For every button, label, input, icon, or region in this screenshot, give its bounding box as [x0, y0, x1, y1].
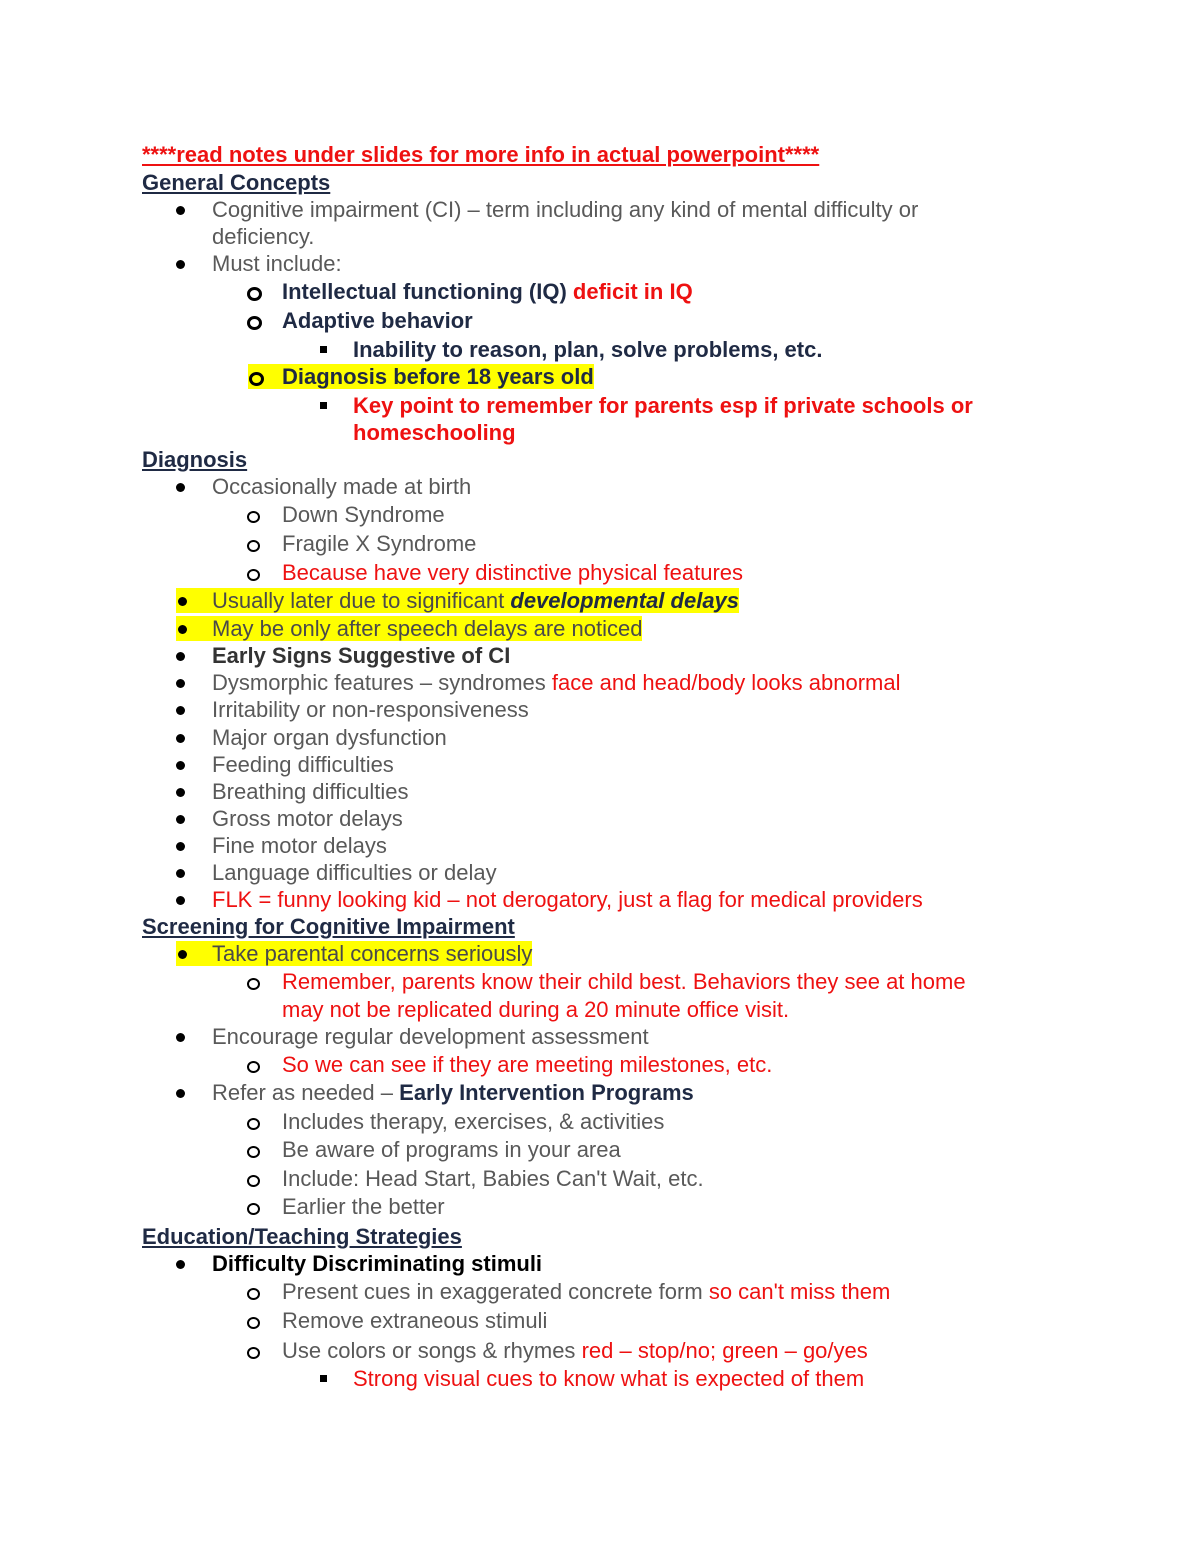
bullet-disc-icon — [176, 1089, 185, 1098]
bullet-circle-icon — [247, 1146, 260, 1158]
list-item: Earlier the better — [282, 1194, 445, 1220]
list-item: Because have very distinctive physical features — [282, 560, 743, 586]
list-item: Feeding difficulties — [212, 752, 394, 778]
list-item: Breathing difficulties — [212, 779, 409, 805]
list-item: Strong visual cues to know what is expected of them — [353, 1366, 864, 1392]
bullet-disc-icon — [176, 896, 185, 905]
list-item: Encourage regular development assessment — [212, 1024, 649, 1050]
list-item: Adaptive behavior — [282, 308, 473, 334]
list-item: Occasionally made at birth — [212, 474, 471, 500]
bullet-square-icon — [320, 1375, 327, 1382]
list-item: Key point to remember for parents esp if private schools or — [353, 393, 973, 419]
list-item: Down Syndrome — [282, 502, 445, 528]
bullet-circle-icon — [247, 540, 260, 552]
list-item: FLK = funny looking kid – not derogatory, just a flag for medical providers — [212, 887, 923, 913]
bullet-circle-icon — [247, 511, 260, 523]
list-item: So we can see if they are meeting milestones, etc. — [282, 1052, 772, 1078]
list-item-highlighted: Diagnosis before 18 years old — [248, 364, 594, 390]
list-item: Intellectual functioning (IQ) deficit in IQ — [282, 279, 693, 305]
bullet-circle-icon — [247, 1061, 260, 1073]
bullet-disc-icon — [176, 842, 185, 851]
list-item-highlighted: May be only after speech delays are noticed — [176, 616, 642, 642]
bullet-disc-icon — [178, 597, 187, 606]
list-item: Must include: — [212, 251, 342, 277]
list-item: Language difficulties or delay — [212, 860, 497, 886]
bullet-circle-icon — [247, 1288, 260, 1300]
list-item-continuation: may not be replicated during a 20 minute office visit. — [282, 997, 790, 1022]
bullet-disc-icon — [176, 1260, 185, 1269]
bullet-disc-icon — [176, 483, 185, 492]
list-item-continuation: homeschooling — [353, 420, 516, 445]
bullet-disc-icon — [176, 734, 185, 743]
list-item: Dysmorphic features – syndromes face and head/body looks abnormal — [212, 670, 901, 696]
list-item: Early Signs Suggestive of CI — [212, 643, 510, 669]
bullet-circle-icon — [247, 287, 262, 301]
bullet-disc-icon — [176, 869, 185, 878]
bullet-circle-icon — [247, 316, 262, 330]
header-note: ****read notes under slides for more info in actual powerpoint**** — [142, 142, 820, 167]
bullet-disc-icon — [178, 950, 187, 959]
bullet-disc-icon — [176, 1033, 185, 1042]
bullet-circle-icon — [247, 1203, 260, 1215]
bullet-disc-icon — [178, 625, 187, 634]
bullet-disc-icon — [176, 788, 185, 797]
list-item: Fine motor delays — [212, 833, 387, 859]
heading-general-concepts: General Concepts — [142, 170, 331, 195]
list-item: Fragile X Syndrome — [282, 531, 476, 557]
bullet-circle-icon — [247, 1118, 260, 1130]
bullet-disc-icon — [176, 652, 185, 661]
bullet-circle-icon — [247, 1347, 260, 1359]
list-item: Include: Head Start, Babies Can't Wait, etc. — [282, 1166, 704, 1192]
list-item: Refer as needed – Early Intervention Programs — [212, 1080, 694, 1106]
list-item: Remove extraneous stimuli — [282, 1308, 547, 1334]
bullet-circle-icon — [247, 569, 260, 581]
list-item: Use colors or songs & rhymes red – stop/no; green – go/yes — [282, 1338, 868, 1364]
list-item: Gross motor delays — [212, 806, 403, 832]
list-item: Present cues in exaggerated concrete form so can't miss them — [282, 1279, 890, 1305]
bullet-disc-icon — [176, 260, 185, 269]
bullet-circle-icon — [247, 1317, 260, 1329]
list-item: Cognitive impairment (CI) – term including any kind of mental difficulty or — [212, 197, 918, 223]
bullet-circle-icon — [249, 372, 264, 386]
list-item-highlighted: Usually later due to significant developmental delays — [176, 588, 739, 614]
list-item: Irritability or non-responsiveness — [212, 697, 529, 723]
bullet-disc-icon — [176, 679, 185, 688]
bullet-disc-icon — [176, 706, 185, 715]
deficit-note: deficit in IQ — [572, 279, 693, 304]
bullet-square-icon — [320, 346, 327, 353]
list-item: Includes therapy, exercises, & activities — [282, 1109, 664, 1135]
list-item-continuation: deficiency. — [212, 224, 315, 249]
list-item: Inability to reason, plan, solve problems, etc. — [353, 337, 822, 363]
list-item: Be aware of programs in your area — [282, 1137, 621, 1163]
bullet-disc-icon — [176, 761, 185, 770]
bullet-disc-icon — [176, 815, 185, 824]
bullet-square-icon — [320, 402, 327, 409]
list-item-highlighted: Take parental concerns seriously — [176, 941, 532, 967]
heading-diagnosis: Diagnosis — [142, 447, 248, 472]
heading-screening: Screening for Cognitive Impairment — [142, 914, 515, 939]
bullet-disc-icon — [176, 206, 185, 215]
bullet-circle-icon — [247, 978, 260, 990]
heading-education: Education/Teaching Strategies — [142, 1224, 462, 1249]
bullet-circle-icon — [247, 1175, 260, 1187]
list-item: Major organ dysfunction — [212, 725, 447, 751]
list-item: Difficulty Discriminating stimuli — [212, 1251, 542, 1277]
list-item: Remember, parents know their child best. Behaviors they see at home — [282, 969, 966, 995]
